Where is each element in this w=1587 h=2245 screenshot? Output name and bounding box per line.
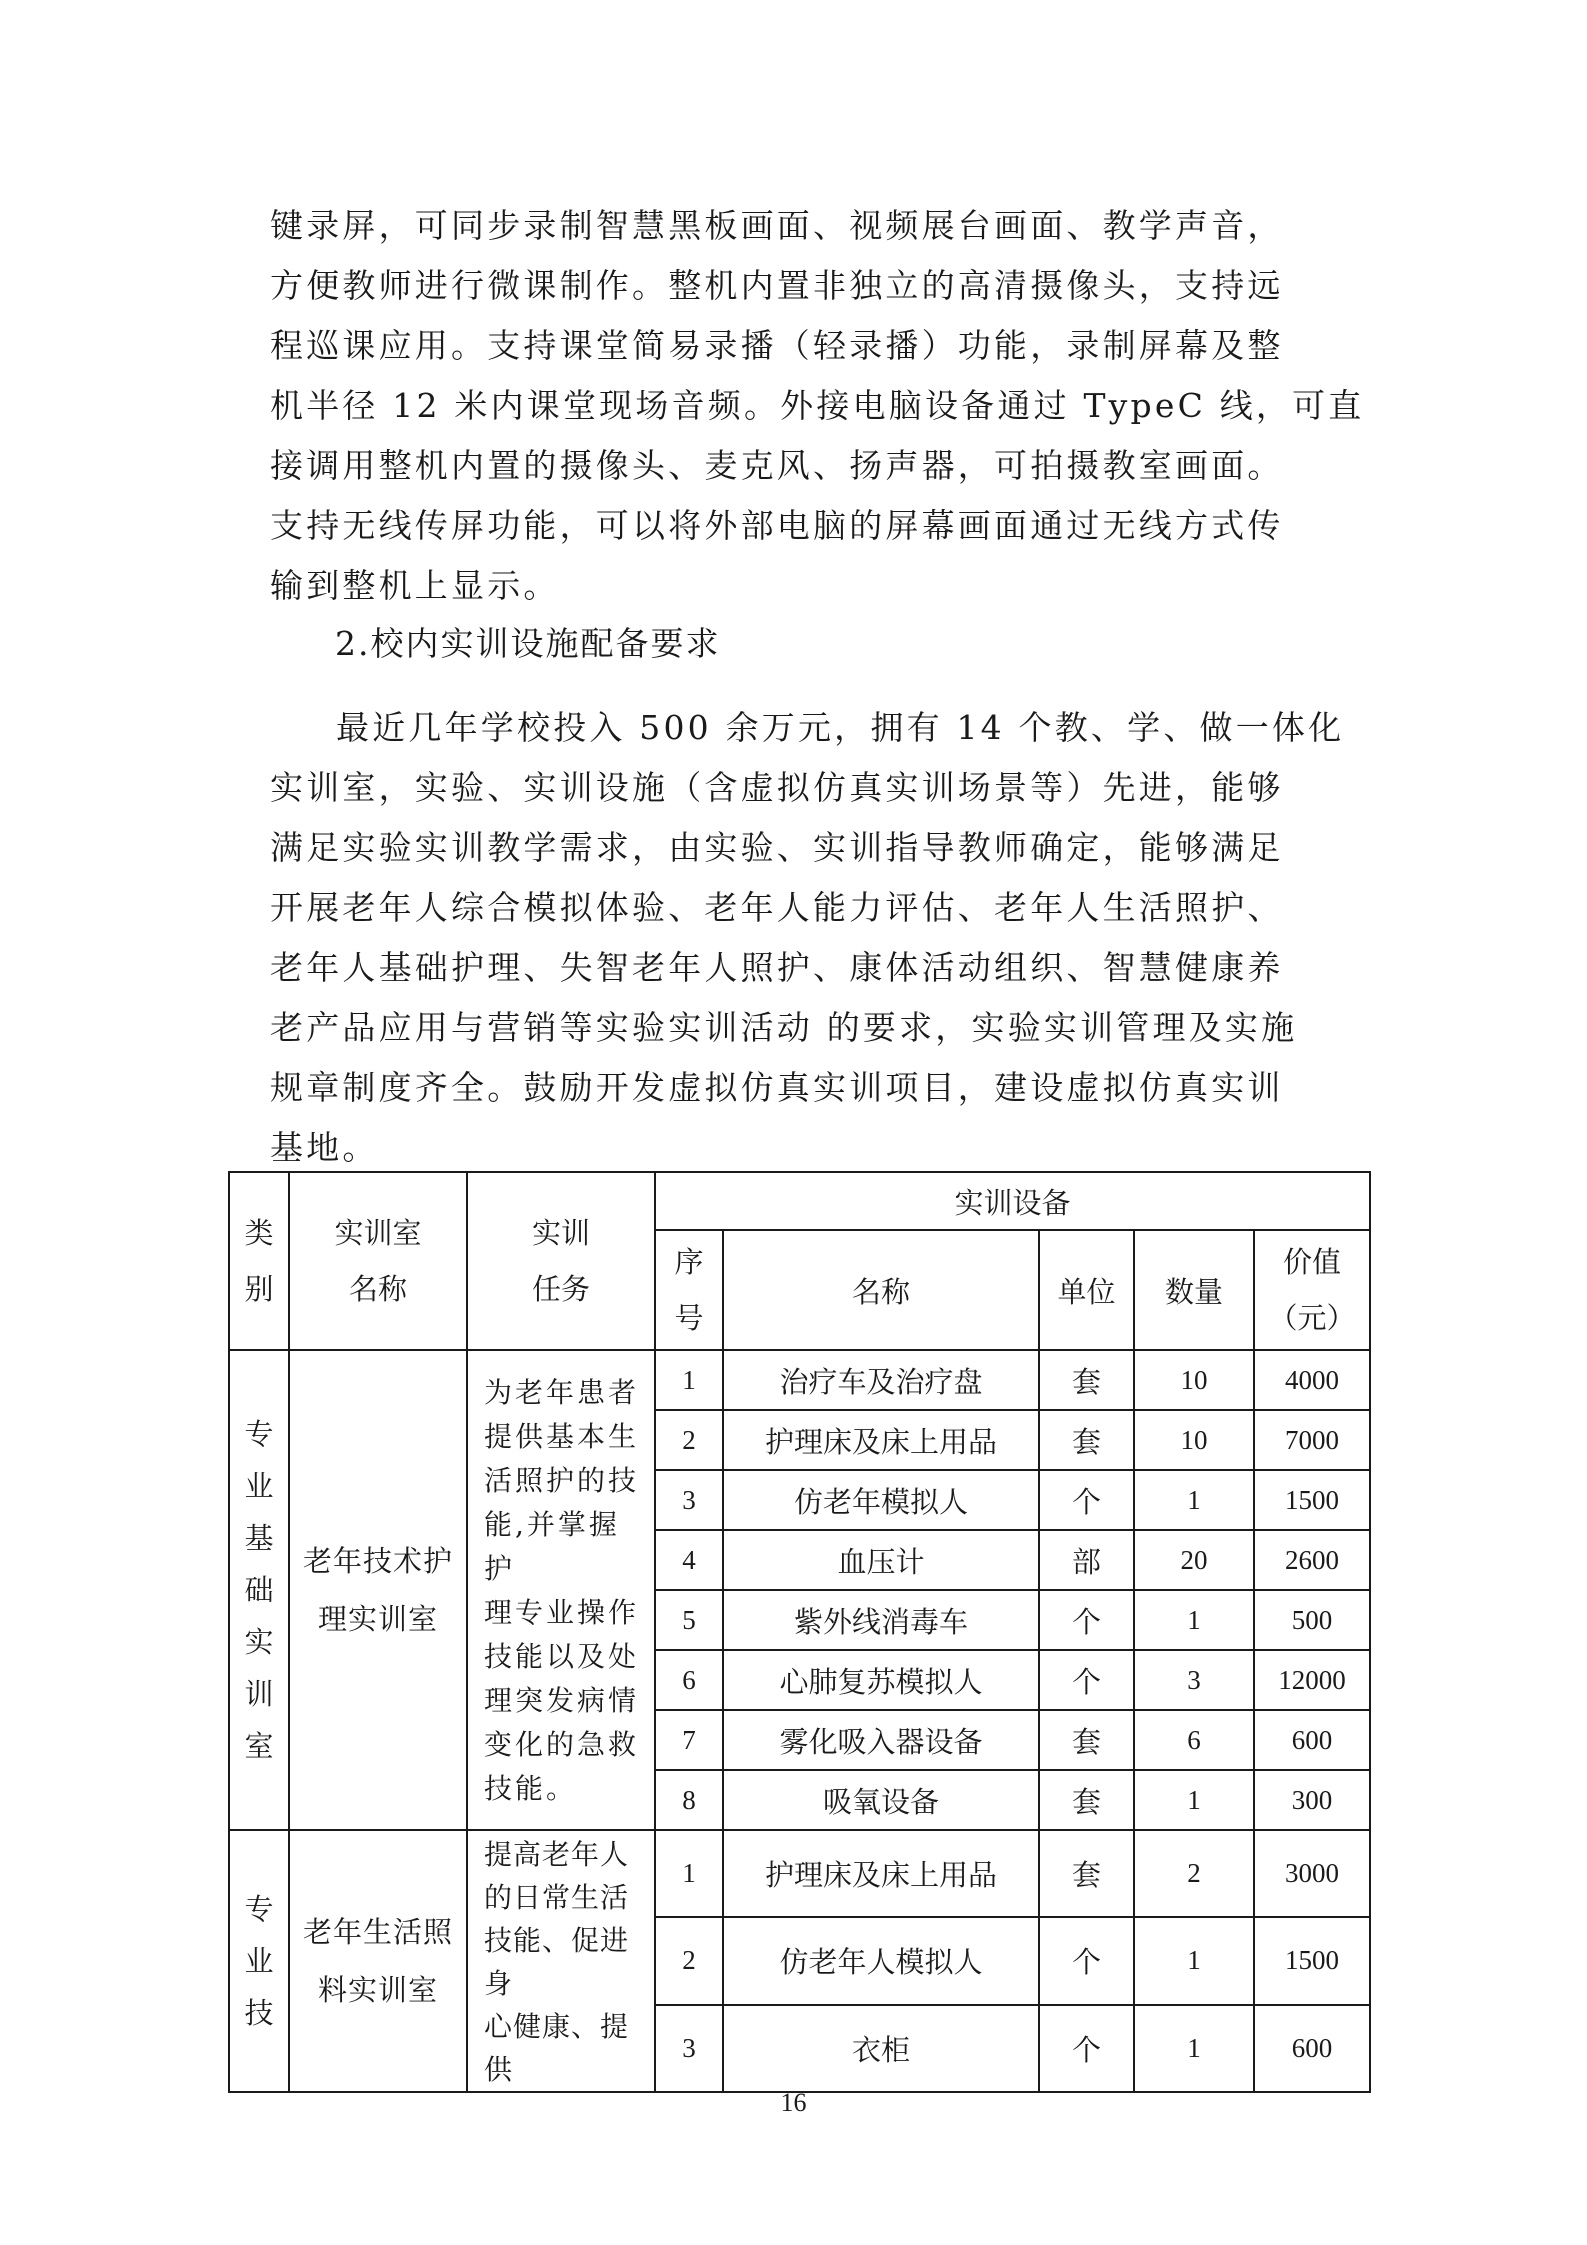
- header-equipment: 实训设备: [655, 1172, 1370, 1230]
- text-line: 基地。: [270, 1128, 379, 1167]
- unit-cell: 套: [1039, 1350, 1134, 1410]
- unit-cell: 个: [1039, 1470, 1134, 1530]
- seq-cell: 5: [655, 1590, 723, 1650]
- task-cell: [467, 1830, 655, 2092]
- task-line: 的日常生活: [484, 1881, 630, 1914]
- category-char: 业: [244, 1944, 274, 1978]
- table-row: [229, 1350, 1370, 1410]
- value-cell: 3000: [1254, 1830, 1370, 1917]
- equipment-name-cell: 护理床及床上用品: [723, 1410, 1039, 1470]
- value-cell: 1500: [1254, 1917, 1370, 2004]
- value-cell: 2600: [1254, 1530, 1370, 1590]
- category-char: 础: [244, 1573, 274, 1607]
- text-line: 满足实验实训教学需求，由实验、实训指导教师确定，能够满足: [270, 828, 1284, 867]
- value-cell: 600: [1254, 1710, 1370, 1770]
- quantity-cell: 10: [1134, 1350, 1254, 1410]
- category-char: 技: [244, 1996, 274, 2030]
- room-name-line: 料实训室: [317, 1973, 438, 2007]
- value-cell: 7000: [1254, 1410, 1370, 1470]
- page-number: 16: [780, 2088, 807, 2117]
- task-line: 理专业操作: [484, 1596, 640, 1629]
- paragraph-equipment-features: [270, 196, 1365, 616]
- text-line: 规章制度齐全。鼓励开发虚拟仿真实训项目，建设虚拟仿真实训: [270, 1068, 1284, 1107]
- text-line: 键录屏，可同步录制智慧黑板画面、视频展台画面、教学声音，: [270, 206, 1284, 245]
- category-char: 训: [244, 1677, 274, 1711]
- seq-cell: 7: [655, 1710, 723, 1770]
- value-cell: 12000: [1254, 1650, 1370, 1710]
- header-name: 名称: [723, 1230, 1039, 1350]
- category-char: 实: [244, 1625, 274, 1659]
- equipment-name-cell: 仿老年人模拟人: [723, 1917, 1039, 2004]
- value-cell: 500: [1254, 1590, 1370, 1650]
- task-line: 技能。: [484, 1772, 578, 1805]
- value-cell: 600: [1254, 2005, 1370, 2092]
- seq-cell: 8: [655, 1770, 723, 1830]
- quantity-cell: 1: [1134, 2005, 1254, 2092]
- room-name-line: 老年生活照: [302, 1915, 453, 1949]
- quantity-cell: 3: [1134, 1650, 1254, 1710]
- paragraph-training-facilities: [270, 698, 1345, 1178]
- text-line: 接调用整机内置的摄像头、麦克风、扬声器，可拍摄教室画面。: [270, 446, 1284, 485]
- text-line: 最近几年学校投入 500 余万元，拥有 14 个教、学、做一体化: [336, 708, 1345, 747]
- text-line: 老年人基础护理、失智老年人照护、康体活动组织、智慧健康养: [270, 948, 1284, 987]
- text-line: 支持无线传屏功能，可以将外部电脑的屏幕画面通过无线方式传: [270, 506, 1284, 545]
- unit-cell: 套: [1039, 1830, 1134, 1917]
- equipment-name-cell: 吸氧设备: [723, 1770, 1039, 1830]
- text-line: 开展老年人综合模拟体验、老年人能力评估、老年人生活照护、: [270, 888, 1284, 927]
- table-header-row: [229, 1172, 1370, 1230]
- header-task: [467, 1172, 655, 1350]
- quantity-cell: 1: [1134, 1590, 1254, 1650]
- header-text: 别: [244, 1272, 274, 1306]
- task-cell: [467, 1350, 655, 1830]
- text-line: 方便教师进行微课制作。整机内置非独立的高清摄像头，支持远: [270, 266, 1284, 305]
- header-text: （元）: [1268, 1301, 1356, 1335]
- seq-cell: 1: [655, 1830, 723, 1917]
- room-name-line: 理实训室: [317, 1602, 438, 1636]
- equipment-name-cell: 雾化吸入器设备: [723, 1710, 1039, 1770]
- header-value: [1254, 1230, 1370, 1350]
- equipment-name-cell: 血压计: [723, 1530, 1039, 1590]
- value-cell: 4000: [1254, 1350, 1370, 1410]
- task-line: 技能、促进身: [484, 1924, 630, 2000]
- header-quantity: 数量: [1134, 1230, 1254, 1350]
- quantity-cell: 1: [1134, 1470, 1254, 1530]
- category-char: 专: [244, 1892, 274, 1926]
- seq-cell: 6: [655, 1650, 723, 1710]
- seq-cell: 1: [655, 1350, 723, 1410]
- category-char: 专: [244, 1417, 274, 1451]
- task-line: 技能以及处: [484, 1640, 640, 1673]
- quantity-cell: 20: [1134, 1530, 1254, 1590]
- text-line: 机半径 12 米内课堂现场音频。外接电脑设备通过 TypeC 线，可直: [270, 386, 1365, 425]
- unit-cell: 套: [1039, 1770, 1134, 1830]
- room-name-line: 老年技术护: [302, 1544, 453, 1578]
- header-seq: [655, 1230, 723, 1350]
- section-heading: 2.校内实训设施配备要求: [335, 624, 721, 663]
- header-room-name: [289, 1172, 467, 1350]
- unit-cell: 套: [1039, 1710, 1134, 1770]
- header-text: 实训室: [334, 1216, 422, 1250]
- value-cell: 1500: [1254, 1470, 1370, 1530]
- header-text: 序: [674, 1245, 704, 1279]
- equipment-name-cell: 治疗车及治疗盘: [723, 1350, 1039, 1410]
- unit-cell: 个: [1039, 1650, 1134, 1710]
- equipment-name-cell: 仿老年模拟人: [723, 1470, 1039, 1530]
- task-line: 能,并掌握护: [484, 1508, 620, 1585]
- header-text: 号: [674, 1301, 704, 1335]
- header-text: 任务: [531, 1272, 590, 1306]
- seq-cell: 4: [655, 1530, 723, 1590]
- category-cell: [229, 1350, 289, 1830]
- unit-cell: 个: [1039, 1590, 1134, 1650]
- task-line: 提高老年人: [484, 1838, 630, 1871]
- equipment-name-cell: 衣柜: [723, 2005, 1039, 2092]
- quantity-cell: 2: [1134, 1830, 1254, 1917]
- header-text: 实训: [531, 1216, 590, 1250]
- header-text: 名称: [348, 1272, 407, 1306]
- equipment-name-cell: 紫外线消毒车: [723, 1590, 1039, 1650]
- equipment-name-cell: 护理床及床上用品: [723, 1830, 1039, 1917]
- unit-cell: 个: [1039, 2005, 1134, 2092]
- quantity-cell: 1: [1134, 1770, 1254, 1830]
- unit-cell: 套: [1039, 1410, 1134, 1470]
- category-cell: [229, 1830, 289, 2092]
- task-line: 提供基本生: [484, 1420, 640, 1453]
- task-line: 变化的急救: [484, 1728, 640, 1761]
- text-line: 老产品应用与营销等实验实训活动 的要求，实验实训管理及实施: [270, 1008, 1298, 1047]
- task-line: 为老年患者: [484, 1376, 640, 1409]
- task-line: 活照护的技: [484, 1464, 640, 1497]
- equipment-name-cell: 心肺复苏模拟人: [723, 1650, 1039, 1710]
- quantity-cell: 1: [1134, 1917, 1254, 2004]
- task-line: 理突发病情: [484, 1684, 640, 1717]
- category-char: 基: [244, 1521, 274, 1555]
- header-unit: 单位: [1039, 1230, 1134, 1350]
- text-line: 输到整机上显示。: [270, 566, 560, 605]
- unit-cell: 部: [1039, 1530, 1134, 1590]
- header-category: [229, 1172, 289, 1350]
- text-line: 实训室，实验、实训设施（含虚拟仿真实训场景等）先进，能够: [270, 768, 1284, 807]
- training-equipment-table: [228, 1171, 1371, 2093]
- task-line: 心健康、提供: [484, 2010, 630, 2086]
- room-name-cell: [289, 1830, 467, 2092]
- unit-cell: 个: [1039, 1917, 1134, 2004]
- seq-cell: 2: [655, 1917, 723, 2004]
- header-text: 价值: [1283, 1245, 1342, 1279]
- table-row: [229, 1830, 1370, 1917]
- category-char: 业: [244, 1469, 274, 1503]
- header-text: 类: [244, 1216, 274, 1250]
- seq-cell: 3: [655, 1470, 723, 1530]
- seq-cell: 2: [655, 1410, 723, 1470]
- category-char: 室: [244, 1729, 274, 1763]
- value-cell: 300: [1254, 1770, 1370, 1830]
- quantity-cell: 10: [1134, 1410, 1254, 1470]
- text-line: 程巡课应用。支持课堂简易录播（轻录播）功能，录制屏幕及整: [270, 326, 1284, 365]
- quantity-cell: 6: [1134, 1710, 1254, 1770]
- room-name-cell: [289, 1350, 467, 1830]
- seq-cell: 3: [655, 2005, 723, 2092]
